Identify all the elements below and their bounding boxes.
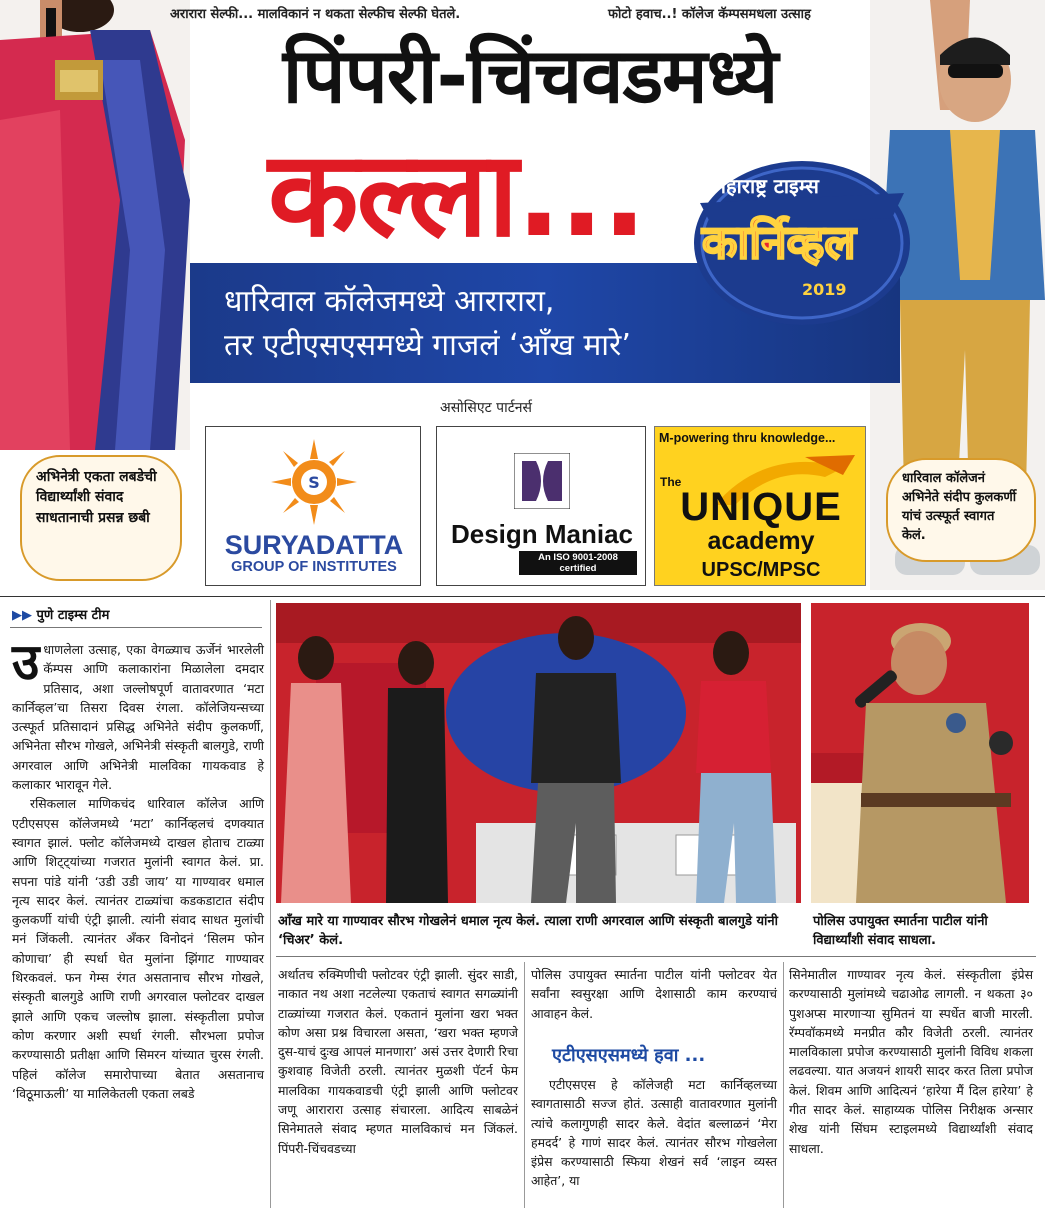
article-col2: अर्थातच रुक्मिणीची फ्लोटवर एंट्री झाली. सुंदर साडी, नाकात नथ अशा नटलेल्या एकताचं स्वागत सगळ्यांनी टाळ्यांच्या गजरात केलं. एकतानं मुलांना खरा भक्त कोण असा प्रश्न विचारला असता, ‘खरा भक्त म्हणजे दुस-याचं दुःख आपलं मानणारा’ असं उत्तर देणारी रिचा कुशवाह विजेती ठरली. त्यानंतर मुळशी पॅटर्न फेम मालविका गायकवाडची एंट्री झाली आणि फ्लोटवर जणू आरारारा उत्साह संचारला. आदित्य साबळेनं सिनेमातले संवाद म्हणत मालविकाचं मन जिंकलं. पिंपरी-चिंचवडच्या <box>278 967 518 1156</box>
article-col3-p2: एटीएसएस हे कॉलेजही मटा कार्निव्हलच्या स्वागतासाठी सज्ज होतं. उत्साही वातावरणात मुलांनी त्यांचे कलागुणही सादर केले. वेदांत बल्लाळनं ‘मेरा हमदर्द’ हे गाणं सादर केलं. त्यानंतर सौरभ गोखलेला इंप्रेस करण्यासाठी स्फिया शेखनं सर्व ‘लाइन व्यस्त आहेत’, या <box>531 1077 777 1189</box>
headline-line1: पिंपरी-चिंचवडमध्ये <box>282 31 778 120</box>
suryadatta-sub: GROUP OF INSTITUTES <box>231 559 397 575</box>
article-col-1 <box>12 633 264 1103</box>
article-col-3b <box>531 1075 777 1191</box>
suryadatta-logo <box>205 426 421 586</box>
unique-name: UNIQUE <box>680 485 842 529</box>
article-col-3 <box>531 965 777 1023</box>
article-col-4 <box>789 965 1033 1158</box>
article-col3-p1: पोलिस उपायुक्त स्मार्तना पाटील यांनी फ्लोटवर येत सर्वांना स्वसुरक्षा आणि देशासाठी काम करण्याचं आवाहन केलं. <box>531 967 777 1021</box>
carnival-logo <box>692 148 912 328</box>
unique-the: The <box>660 475 682 489</box>
top-caption-right: फोटो हवाच..! कॉलेज कॅम्पसमधला उत्साह <box>608 7 811 22</box>
unique-exam: UPSC/MPSC <box>701 559 821 581</box>
sponsor-label: असोसिएट पार्टनर्स <box>440 400 532 416</box>
carnival-title: कार्निव्हल <box>702 215 856 269</box>
carnival-brand: महाराष्ट्र टाइम्स <box>714 174 819 198</box>
police-photo-caption: पोलिस उपायुक्त स्मार्तना पाटील यांनी विद्यार्थ्यांशी संवाद साधला. <box>813 914 988 948</box>
section-divider <box>0 596 1045 597</box>
byline-text: पुणे टाइम्स टीम <box>36 608 110 623</box>
callout-right: धारिवाल कॉलेजनं अभिनेते संदीप कुलकर्णी यांचं उत्स्फूर्त स्वागत केलं. <box>886 458 1036 562</box>
design-maniac-logo <box>436 426 646 586</box>
headline-line2: कल्ला... <box>268 125 645 263</box>
carnival-year: 2019 <box>802 280 847 299</box>
subheadline-line2: तर एटीएसएसमध्ये गाजलं ‘आँख मारे’ <box>224 328 631 363</box>
article-dropcap: उ <box>12 633 40 691</box>
design-maniac-sub: An ISO 9001-2008 certified <box>519 551 637 575</box>
article-col-2 <box>278 965 518 1158</box>
design-maniac-name: Design Maniac <box>450 519 634 549</box>
unique-academy-logo <box>654 426 866 586</box>
article-col3-heading: एटीएसएसमध्ये हवा ... <box>552 1045 706 1066</box>
svg-text:S: S <box>308 473 320 492</box>
article-col4: सिनेमातील गाण्यावर नृत्य केलं. संस्कृतीला इंप्रेस करण्यासाठी मुलांमध्ये चढाओढ लागली. न थकता ३० पुशअप्स मारणाऱ्या सुमितनं या स्पर्धेत बाजी मारली. रॅम्पवॉकमध्ये मनप्रीत कौर विजेती ठरली. त्यानंतर मालविकाला प्रपोज करण्यासाठी मुलांनी विविध शकला लढवल्या. यात अजयनं शायरी सादर करत तिला प्रपोज केलं. शिवम आणि आदित्यनं ‘हारेया मैं दिल हारेया’ हे गीत सादर केलं. साहाय्यक पोलिस निरीक्षक अन्सार शेख यांनी सिंघम स्टाइलमध्ये विद्यार्थ्यांशी संवाद साधला. <box>789 967 1033 1156</box>
column-rule-3 <box>783 962 784 1208</box>
column-rule-2 <box>524 962 525 1208</box>
column-rule-1 <box>270 600 271 1208</box>
suryadatta-name: SURYADATTA <box>224 530 404 560</box>
unique-tagline: M-powering thru knowledge... <box>659 431 836 445</box>
actress-photo-left <box>0 0 190 450</box>
police-officer-photo <box>811 603 1029 903</box>
unique-sub: academy <box>707 527 815 555</box>
subheadline-line1: धारिवाल कॉलेजमध्ये आरारारा, <box>224 284 555 319</box>
byline: ▶▶ पुणे टाइम्स टीम <box>12 608 110 623</box>
callout-left: अभिनेत्री एकता लबडेची विद्यार्थ्यांशी संवाद साधतानाची प्रसन्न छबी <box>20 455 182 581</box>
dance-photo-caption: आँख मारे या गाण्यावर सौरभ गोखलेनं धमाल नृत्य केलं. त्याला राणी अगरवाल आणि संस्कृती बालगुडे यांनी ‘चिअर’ केलं. <box>278 914 778 948</box>
dance-stage-photo <box>276 603 801 903</box>
byline-rule <box>10 627 262 628</box>
photo-bottom-rule <box>276 956 1036 957</box>
article-col1-p2: रसिकलाल माणिकचंद धारिवाल कॉलेज आणि एटीएसएस कॉलेजमध्ये ‘मटा’ कार्निव्हलचं दणक्यात स्वागत झालं. फ्लोट कॉलेजमध्ये दाखल होताच टाळ्या आणि शिट्ट्यांच्या गजरात मुलांनी स्वागत केलं. प्रा. सपना पांडे यांनी ‘उडी उडी जाय’ या गाण्यावर धमाल नृत्य सादर केलं. त्यानंतर टाळ्यांचा कडकडाटात संदीप कुलकर्णी यांची एंट्री झाली. त्यांनी संवाद साधत मुलांची मनं जिंकली. त्यानंतर अँकर विनोदनं ‘सिलम फोन कोणाचा’ ही स्पर्धा घेत मुलांना झिंगाट गाण्यावर थिरकवलं. फन गेम्स रंगत असतानाच सौरभ गोखले, संस्कृती बालगुडे आणि राणी अगरवाल फ्लोटवर दाखल झाले आणि एकच जल्लोष झाला. संस्कृतीला प्रपोज कोण करणार अशी स्पर्धा रंगली. सौरभला प्रपोज करण्यासाठी प्रतीक्षा आणि सिमरन यांच्यात चुरस रंगली. पहिलं कॉलेज समारोपाच्या बेतात असतानाच ‘विठूमाऊली’ या मालिकेतली एकता लबडे <box>12 796 264 1101</box>
top-caption-left: अरारारा सेल्फी... मालविकानं न थकता सेल्फीच सेल्फी घेतले. <box>170 7 461 22</box>
article-col1-p1: धाणलेला उत्साह, एका वेगळ्याच ऊर्जेनं भारलेली कॅम्पस आणि कलाकारांना मिळालेला दमदार प्रतिसाद, अशा जल्लोषपूर्ण वातावरणात ‘मटा कार्निव्हल’चा तिसरा दिवस रंगला. कॉलेजियन्सच्या उत्स्फूर्त प्रतिसादानं प्रसिद्ध अभिनेते संदीप कुलकर्णी, अभिनेता सौरभ गोखले, अभिनेत्री संस्कृती बालगुडे, राणी अगरवाल आणि अभिनेत्री मालविका गायकवाड हे कलाकार भारावून गेले. <box>12 642 264 793</box>
